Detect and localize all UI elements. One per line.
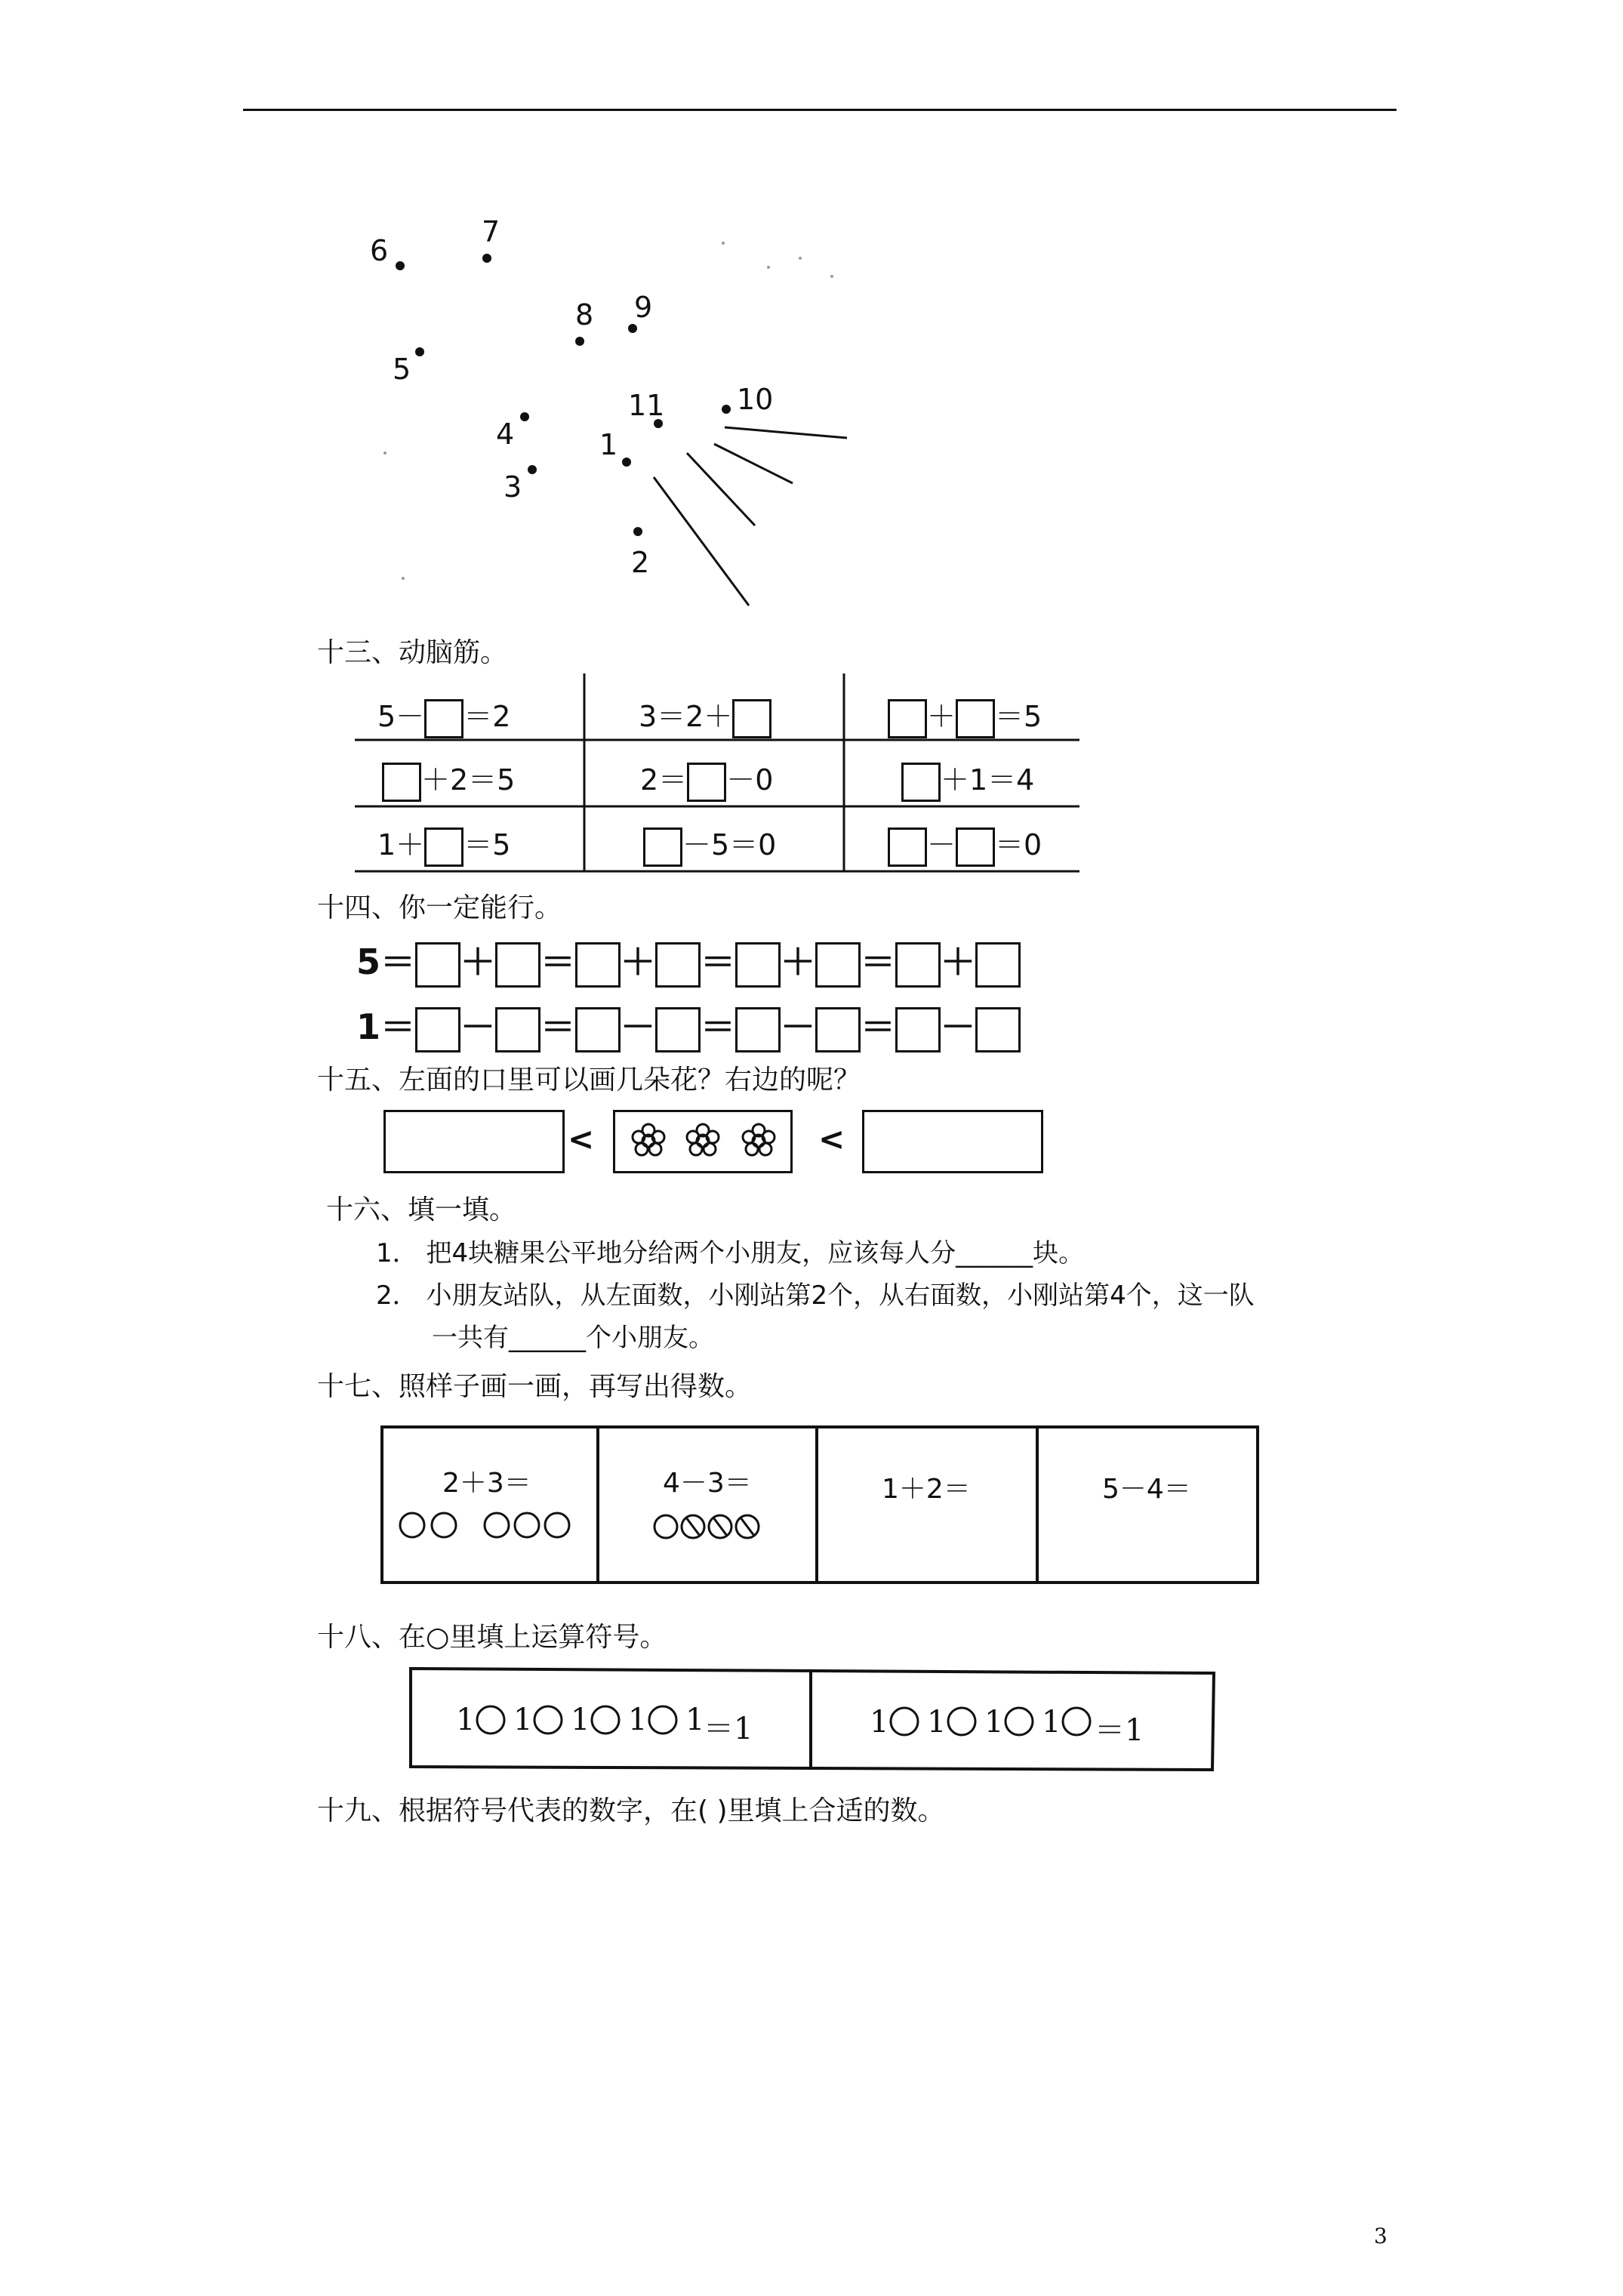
section-19-title: 十九、根据符号代表的数字，在( )里填上合适的数。 [317,1795,945,1826]
dot-2 [633,527,642,536]
answer-box[interactable] [975,942,1021,988]
answer-box[interactable] [655,942,701,988]
answer-box[interactable] [495,1007,540,1052]
label-10: 10 [737,383,774,416]
flowers [615,1112,790,1171]
svg-text:1: 1 [456,1703,476,1737]
answer-box[interactable] [901,763,941,802]
answer-box[interactable] [655,1007,701,1052]
question-16-1: 1． 把4块糖果公平地分给两个小朋友，应该每人分______块。 [376,1238,1085,1268]
eq-13-5: 2＝ －0 [640,757,773,802]
left-flower-box[interactable] [383,1110,565,1173]
eq-13-9: － ＝0 [888,821,1042,867]
flower-icon [687,1124,719,1155]
svg-text:1: 1 [1042,1705,1061,1740]
section-16-title: 十六、填一填。 [326,1194,517,1225]
section-18-title: 十八、在○里填上运算符号。 [317,1622,667,1653]
answer-box[interactable] [415,1007,460,1052]
answer-box[interactable] [975,1007,1021,1052]
eq-17-4: 5－4＝ [1102,1474,1191,1505]
flower-icon [633,1124,664,1155]
answer-box[interactable] [687,763,726,802]
operator-circle [592,1706,619,1734]
answer-box[interactable] [732,699,771,738]
svg-text:1: 1 [685,1703,705,1737]
operator-circle [891,1708,918,1735]
answer-box[interactable] [895,1007,941,1052]
svg-text:1: 1 [927,1705,947,1740]
dot-6 [396,261,405,270]
svg-text:1: 1 [870,1705,889,1740]
answer-box[interactable] [815,942,861,988]
label-5: 5 [393,353,411,386]
label-7: 7 [482,215,500,248]
result-18-left: ＝1 [704,1712,753,1746]
section-14-title: 十四、你一定能行。 [317,892,562,923]
answer-box[interactable] [424,827,463,867]
result-18-right: ＝1 [1095,1713,1144,1748]
operator-circle [534,1706,562,1734]
label-11: 11 [628,389,665,422]
label-4: 4 [496,418,515,451]
dot-5 [415,347,424,356]
label-8: 8 [575,298,594,331]
label-3: 3 [504,470,522,504]
eq-13-1: 5－ ＝2 [377,693,510,738]
svg-text:1: 1 [628,1703,648,1737]
answer-box[interactable] [956,699,995,738]
dot-to-dot-figure [332,204,876,627]
section-13-title: 十三、动脑筋。 [317,637,508,668]
less-than-2: < [818,1120,845,1157]
answer-box[interactable] [382,763,421,802]
dot-7 [482,254,491,263]
eq-17-3: 1＋2＝ [882,1474,971,1505]
question-16-2b: 一共有______个小朋友。 [432,1323,714,1353]
answer-box[interactable] [895,942,941,988]
svg-text:1: 1 [984,1705,1004,1740]
eq-13-8: －5＝0 [643,821,776,867]
label-2: 2 [631,546,650,579]
label-1: 1 [599,428,618,461]
operator-circle [649,1706,676,1734]
dot-4 [520,412,529,421]
question-16-2a: 2． 小朋友站队，从左面数，小刚站第2个，从右面数，小刚站第4个，这一队 [376,1281,1255,1311]
header-rule [243,109,1397,111]
answer-box[interactable] [424,699,463,738]
eq-13-2: 3＝2＋ [639,693,771,738]
less-than-1: < [568,1120,595,1157]
operator-circle [1006,1708,1033,1735]
answer-box[interactable] [643,827,682,867]
eq-13-3: ＋ ＝5 [888,693,1042,738]
section-17-title: 十七、照样子画一画，再写出得数。 [317,1371,753,1402]
section-14-row-2: 1＝ － ＝ － ＝ － ＝ － [356,1000,1021,1052]
answer-box[interactable] [735,942,781,988]
answer-box[interactable] [495,942,540,988]
section-14-row-1: 5＝ ＋ ＝ ＋ ＝ ＋ ＝ ＋ [356,935,1021,988]
answer-box[interactable] [415,942,460,988]
dot-1 [622,458,631,467]
dot-8 [575,337,584,346]
operator-circle [1063,1708,1090,1735]
answer-box[interactable] [815,1007,861,1052]
eq-17-1: 2＋3＝ [442,1468,531,1499]
answer-box[interactable] [888,827,927,867]
right-flower-box[interactable] [862,1110,1043,1173]
dot-3 [528,465,537,474]
page-number: 3 [1374,2224,1387,2248]
eq-13-6: ＋1＝4 [901,757,1034,802]
dot-10 [722,405,731,414]
eq-13-7: 1＋ ＝5 [377,821,510,867]
svg-text:1: 1 [571,1703,590,1737]
answer-box[interactable] [888,699,927,738]
eq-17-2: 4－3＝ [663,1468,752,1499]
flower-icon [743,1124,775,1155]
answer-box[interactable] [735,1007,781,1052]
operator-circle [477,1706,504,1734]
answer-box[interactable] [956,827,995,867]
label-6: 6 [370,234,389,267]
label-9: 9 [634,291,653,324]
svg-text:1: 1 [513,1703,533,1737]
dot-9 [628,324,637,333]
section-15-title: 十五、左面的口里可以画几朵花？右边的呢？ [317,1065,861,1096]
operator-circle [948,1708,975,1735]
answer-box[interactable] [575,942,621,988]
answer-box[interactable] [575,1007,621,1052]
middle-flower-box [613,1110,793,1173]
eq-13-4: ＋2＝5 [382,757,515,802]
